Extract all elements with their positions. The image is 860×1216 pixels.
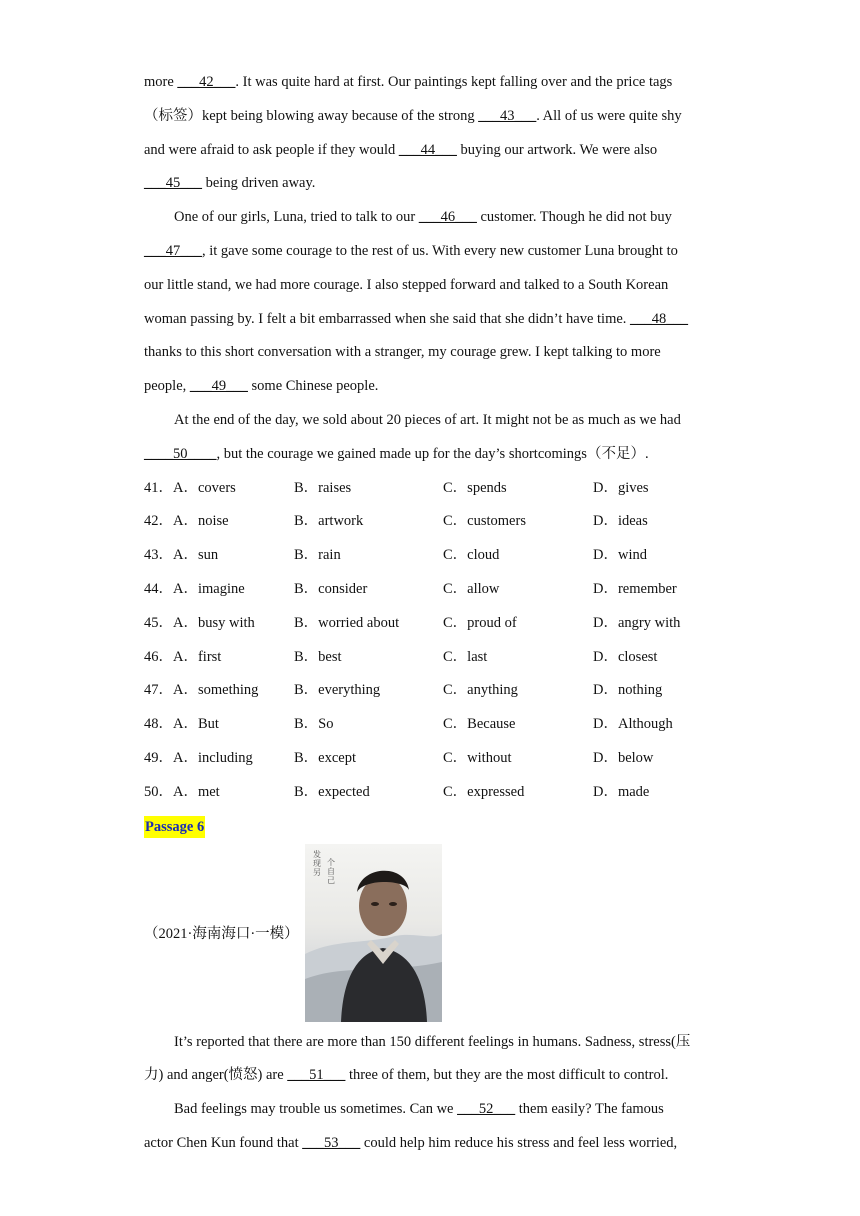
answer-blank: ___52___ (457, 1101, 516, 1118)
text-segment: It’s reported that there are more than 150 different feelings in humans. Sadness, stress(压 (174, 1033, 691, 1050)
option-d: D．made (593, 783, 650, 800)
text-line (144, 1127, 716, 1161)
text-line (144, 66, 716, 100)
text-segment: some Chinese people. (247, 378, 379, 395)
text-segment: our little stand, we had more courage. I also stepped forward and talked to a South Korean (144, 276, 669, 293)
option-c: C．allow (443, 580, 500, 597)
passage-6-text (144, 1026, 716, 1161)
text-segment: （标签）kept being blowing away because of the strong (144, 107, 479, 124)
answer-blank: ___42___ (177, 74, 236, 90)
question-options-row (144, 674, 716, 708)
question-source: （2021·海南海口·一模） (144, 925, 299, 942)
answer-blank: ___47___ (144, 242, 202, 259)
option-b: B．So (294, 716, 334, 733)
answer-blank: ___43___ (478, 107, 537, 124)
text-line (144, 235, 716, 269)
option-a: 50．A．met (144, 783, 220, 800)
text-line (144, 336, 716, 370)
text-segment: , but the courage we gained made up for the day’s shortcomings（不足）. (216, 445, 649, 462)
option-a: 44．A．imagine (144, 580, 245, 597)
text-line (144, 1093, 716, 1127)
option-a: 46．A．first (144, 648, 222, 665)
question-options-row (144, 573, 716, 607)
text-segment: . All of us were quite shy (536, 107, 682, 124)
text-segment: customer. Though he did not buy (476, 209, 672, 226)
text-segment: woman passing by. I felt a bit embarrassed when she said that she didn’t have time. (144, 310, 631, 327)
text-segment: and were afraid to ask people if they would (144, 141, 399, 158)
option-b: B．best (294, 648, 342, 665)
option-c: C．last (443, 648, 488, 665)
text-segment: 力) and anger(愤怒) are (144, 1067, 288, 1084)
option-c: C．spends (443, 479, 507, 496)
text-segment: buying our artwork. We were also (456, 141, 658, 158)
text-segment: Bad feelings may trouble us sometimes. Can we (174, 1101, 458, 1118)
text-line (144, 1059, 716, 1093)
option-b: B．artwork (294, 513, 364, 530)
answer-blank: ____50____ (144, 445, 217, 462)
passage-title: Passage 6 (144, 816, 205, 838)
text-segment: At the end of the day, we sold about 20 pieces of art. It might not be as much as we had (174, 411, 681, 428)
text-line (144, 404, 716, 438)
text-line (144, 303, 716, 337)
option-d: D．wind (593, 547, 647, 564)
text-line (144, 1026, 716, 1060)
option-d: D．nothing (593, 682, 663, 699)
option-b: B．worried about (294, 614, 400, 631)
option-c: C．without (443, 749, 512, 766)
option-c: C．customers (443, 513, 526, 530)
text-segment: them easily? The famous (515, 1101, 664, 1118)
passage-5-text (144, 66, 716, 472)
text-line (144, 370, 716, 404)
answer-blank: ___53___ (302, 1134, 361, 1151)
text-segment: being driven away. (202, 175, 316, 192)
text-line (144, 134, 716, 168)
option-b: B．expected (294, 783, 370, 800)
text-segment: more (144, 74, 178, 90)
photo-caption: 个自己 (327, 857, 335, 885)
option-d: D．angry with (593, 614, 681, 631)
option-a: 42．A．noise (144, 513, 229, 530)
option-b: B．consider (294, 580, 368, 597)
option-a: 41．A．covers (144, 479, 236, 496)
text-line (144, 438, 716, 472)
text-segment: , it gave some courage to the rest of us. With every new customer Luna brought to (202, 242, 678, 259)
answer-blank: ___44___ (398, 141, 457, 158)
option-d: D．ideas (593, 513, 648, 530)
passage-6-heading (144, 810, 716, 840)
option-b: B．except (294, 749, 357, 766)
photo-caption: 发现另 (313, 849, 321, 877)
option-d: D．gives (593, 479, 649, 496)
question-options-row (144, 539, 716, 573)
option-b: B．everything (294, 682, 381, 699)
answer-blank: ___48___ (630, 310, 689, 327)
option-c: C．proud of (443, 614, 517, 631)
text-segment: people, (144, 378, 190, 395)
option-a: 49．A．including (144, 749, 253, 766)
document-content (144, 66, 716, 1161)
text-line (144, 269, 716, 303)
option-a: 48．A．But (144, 716, 219, 733)
option-c: C．cloud (443, 547, 500, 564)
question-options-row (144, 505, 716, 539)
option-d: D．closest (593, 648, 658, 665)
question-options-row (144, 641, 716, 675)
text-line (144, 201, 716, 235)
question-options-row (144, 607, 716, 641)
question-options-row (144, 708, 716, 742)
option-b: B．rain (294, 547, 341, 564)
question-options-row (144, 776, 716, 810)
text-segment: thanks to this short conversation with a stranger, my courage grew. I kept talking to more (144, 344, 661, 361)
option-c: C．Because (443, 716, 516, 733)
answer-blank: ___46___ (418, 209, 477, 226)
text-segment: . It was quite hard at first. Our paintings kept falling over and the price tags (235, 74, 673, 90)
answer-blank: ___45___ (144, 175, 202, 192)
passage-6-header (144, 840, 716, 1026)
option-d: D．remember (593, 580, 677, 597)
question-options-row (144, 742, 716, 776)
answer-blank: ___49___ (189, 378, 248, 395)
answer-blank: ___51___ (287, 1067, 346, 1084)
options-list (144, 472, 716, 810)
option-a: 47．A．something (144, 682, 259, 699)
option-d: D．below (593, 749, 654, 766)
text-line (144, 100, 716, 134)
text-line (144, 167, 716, 201)
text-segment: could help him reduce his stress and feel less worried, (360, 1134, 678, 1151)
text-segment: One of our girls, Luna, tried to talk to our (174, 209, 419, 226)
option-b: B．raises (294, 479, 352, 496)
option-d: D．Although (593, 716, 673, 733)
text-segment: actor Chen Kun found that (144, 1134, 303, 1151)
text-segment: three of them, but they are the most difficult to control. (345, 1067, 669, 1084)
question-options-row (144, 472, 716, 506)
portrait-photo (305, 844, 442, 1022)
option-c: C．expressed (443, 783, 525, 800)
option-c: C．anything (443, 682, 518, 699)
option-a: 43．A．sun (144, 547, 219, 564)
option-a: 45．A．busy with (144, 614, 255, 631)
